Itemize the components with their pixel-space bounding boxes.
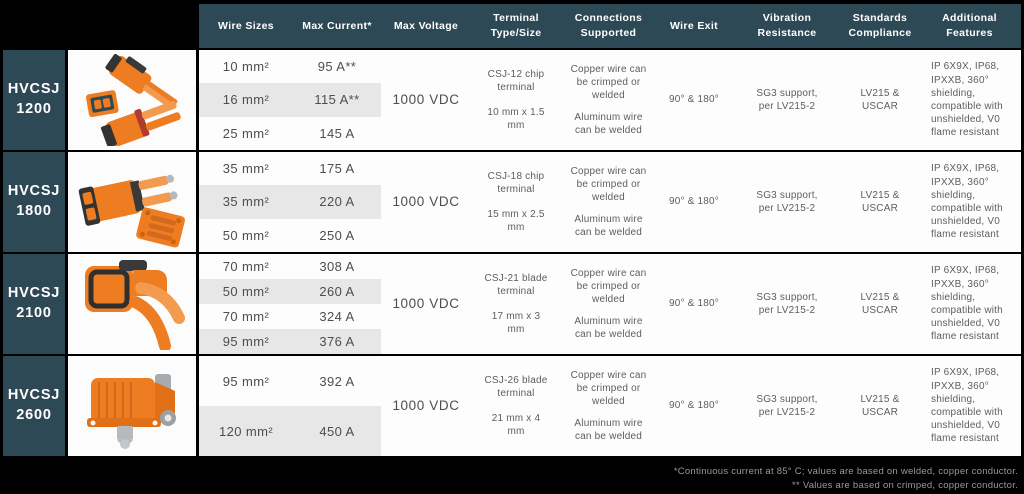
connections-supported (561, 152, 656, 252)
model-cell (3, 50, 65, 150)
column-header-standards-compliance: Standards Compliance (848, 12, 912, 39)
header-spacer (3, 4, 199, 48)
aluminum-connection: Aluminum wire can be welded (574, 112, 643, 137)
terminal-size: 10 mm x 1.5 mm (487, 106, 545, 131)
terminal-size: 21 mm x 4 mm (491, 412, 541, 437)
product-row-hvcsj-1800 (3, 152, 1021, 252)
standards-compliance: LV215 & USCAR (860, 87, 900, 112)
header-grid (199, 4, 1021, 48)
product-photo-hvcsj-1200 (68, 50, 196, 150)
wire-size: 70 mm² (222, 259, 270, 274)
model-series: HVCSJ (7, 285, 61, 302)
additional-features: IP 6X9X, IP68, IPXXB, 360° shielding, compatible with unshielded, V0 flame resistant (931, 163, 1003, 241)
connector-illustration (71, 360, 193, 452)
max-current-value: 324 A (319, 309, 355, 324)
model-cell (3, 152, 65, 252)
vibration-resistance: SG3 support, per LV215-2 (756, 291, 818, 316)
wire-row (199, 50, 381, 83)
wire-size-current-list (199, 152, 381, 252)
vibration-resistance: SG3 support, per LV215-2 (756, 393, 818, 418)
terminal-type-size (471, 152, 561, 252)
max-voltage: 1000 VDC (392, 92, 460, 108)
wire-row (199, 219, 381, 252)
max-voltage: 1000 VDC (392, 194, 460, 210)
column-header-wire-exit: Wire Exit (670, 19, 718, 32)
column-header-vibration-resistance: Vibration Resistance (757, 12, 817, 39)
max-current-value: 376 A (319, 334, 355, 349)
additional-features: IP 6X9X, IP68, IPXXB, 360° shielding, compatible with unshielded, V0 flame resistant (931, 265, 1003, 343)
wire-size: 95 mm² (222, 373, 270, 389)
wire-row (199, 356, 381, 406)
terminal-type: CSJ-12 chip terminal (487, 69, 545, 94)
connections-supported (561, 254, 656, 354)
copper-connection: Copper wire can be crimped or welded (570, 369, 647, 407)
wire-size: 35 mm² (222, 194, 270, 210)
wire-exit: 90° & 180° (668, 400, 720, 412)
wire-row (199, 117, 381, 150)
max-current-value: 175 A (319, 161, 355, 177)
model-series: HVCSJ (7, 387, 61, 404)
terminal-type: CSJ-21 blade terminal (484, 273, 548, 298)
footnotes (3, 458, 1021, 494)
model-number: 2100 (16, 305, 52, 321)
additional-features: IP 6X9X, IP68, IPXXB, 360° shielding, compatible with unshielded, V0 flame resistant (931, 367, 1003, 445)
additional-features: IP 6X9X, IP68, IPXXB, 360° shielding, compatible with unshielded, V0 flame resistant (931, 61, 1003, 139)
terminal-type: CSJ-26 blade terminal (484, 375, 548, 400)
wire-row (199, 185, 381, 218)
wire-size: 35 mm² (222, 161, 270, 177)
column-header-max-voltage: Max Voltage (393, 19, 459, 32)
wire-size-current-list (199, 50, 381, 150)
terminal-type: CSJ-18 chip terminal (487, 171, 545, 196)
standards-compliance: LV215 & USCAR (860, 291, 900, 316)
wire-exit: 90° & 180° (668, 298, 720, 310)
table-header (3, 4, 1021, 48)
copper-connection: Copper wire can be crimped or welded (570, 63, 647, 101)
aluminum-connection: Aluminum wire can be welded (574, 418, 643, 443)
wire-size-current-list (199, 356, 381, 456)
wire-exit: 90° & 180° (668, 196, 720, 208)
max-current-value: 220 A (319, 194, 355, 210)
wire-row (199, 279, 381, 304)
wire-size-current-list (199, 254, 381, 354)
product-row-hvcsj-1200 (3, 50, 1021, 150)
model-series: HVCSJ (7, 183, 61, 200)
wire-size: 16 mm² (222, 92, 270, 108)
spec-cells (199, 356, 1021, 456)
model-number: 2600 (16, 407, 52, 423)
terminal-size: 15 mm x 2.5 mm (487, 208, 545, 233)
connector-illustration (71, 258, 193, 350)
wire-row (199, 83, 381, 116)
wire-exit: 90° & 180° (668, 94, 720, 106)
standards-compliance: LV215 & USCAR (860, 189, 900, 214)
wire-row (199, 152, 381, 185)
wire-size: 70 mm² (222, 309, 270, 324)
vibration-resistance: SG3 support, per LV215-2 (756, 87, 818, 112)
wire-size: 120 mm² (218, 423, 274, 439)
wire-size: 50 mm² (222, 284, 270, 299)
connections-supported (561, 50, 656, 150)
product-photo-hvcsj-2100 (68, 254, 196, 354)
wire-row (199, 406, 381, 456)
wire-size: 95 mm² (222, 334, 270, 349)
vibration-resistance: SG3 support, per LV215-2 (756, 189, 818, 214)
wire-size: 50 mm² (222, 227, 270, 243)
product-row-hvcsj-2600 (3, 356, 1021, 456)
model-number: 1200 (16, 101, 52, 117)
max-voltage: 1000 VDC (392, 398, 460, 414)
footnote-crimped-values: ** Values are based on crimped, copper conductor. (792, 480, 1018, 492)
column-header-connections-supported: Connections Supported (574, 12, 643, 39)
column-header-wire-sizes: Wire Sizes (218, 19, 274, 32)
terminal-size: 17 mm x 3 mm (491, 310, 541, 335)
product-photo-hvcsj-1800 (68, 152, 196, 252)
copper-connection: Copper wire can be crimped or welded (570, 165, 647, 203)
aluminum-connection: Aluminum wire can be welded (574, 214, 643, 239)
max-current-value: 392 A (319, 373, 355, 389)
max-current-value: 250 A (319, 227, 355, 243)
wire-row (199, 329, 381, 354)
connections-supported (561, 356, 656, 456)
spec-cells (199, 50, 1021, 150)
column-header-terminal-type-size: Terminal Type/Size (490, 12, 542, 39)
product-photo-hvcsj-2600 (68, 356, 196, 456)
standards-compliance: LV215 & USCAR (860, 393, 900, 418)
wire-size: 25 mm² (222, 125, 270, 141)
wire-row (199, 254, 381, 279)
column-header-max-current: Max Current* (302, 19, 372, 32)
wire-size: 10 mm² (222, 59, 270, 75)
aluminum-connection: Aluminum wire can be welded (574, 316, 643, 341)
copper-connection: Copper wire can be crimped or welded (570, 267, 647, 305)
max-current-value: 308 A (319, 259, 355, 274)
product-row-hvcsj-2100 (3, 254, 1021, 354)
terminal-type-size (471, 356, 561, 456)
max-current-value: 450 A (319, 423, 355, 439)
connector-illustration (71, 54, 193, 146)
max-current-value: 95 A** (317, 59, 357, 75)
spec-cells (199, 152, 1021, 252)
spec-cells (199, 254, 1021, 354)
footnote-continuous-current: *Continuous current at 85° C; values are based on welded, copper conductor. (673, 466, 1018, 477)
wire-row (199, 304, 381, 329)
max-current-value: 260 A (319, 284, 355, 299)
model-cell (3, 254, 65, 354)
max-voltage: 1000 VDC (392, 296, 460, 312)
max-current-value: 145 A (319, 125, 355, 141)
connector-illustration (71, 156, 193, 248)
terminal-type-size (471, 254, 561, 354)
model-series: HVCSJ (7, 81, 61, 98)
column-header-additional-features: Additional Features (942, 12, 997, 39)
terminal-type-size (471, 50, 561, 150)
model-number: 1800 (16, 203, 52, 219)
model-cell (3, 356, 65, 456)
max-current-value: 115 A** (314, 92, 360, 108)
